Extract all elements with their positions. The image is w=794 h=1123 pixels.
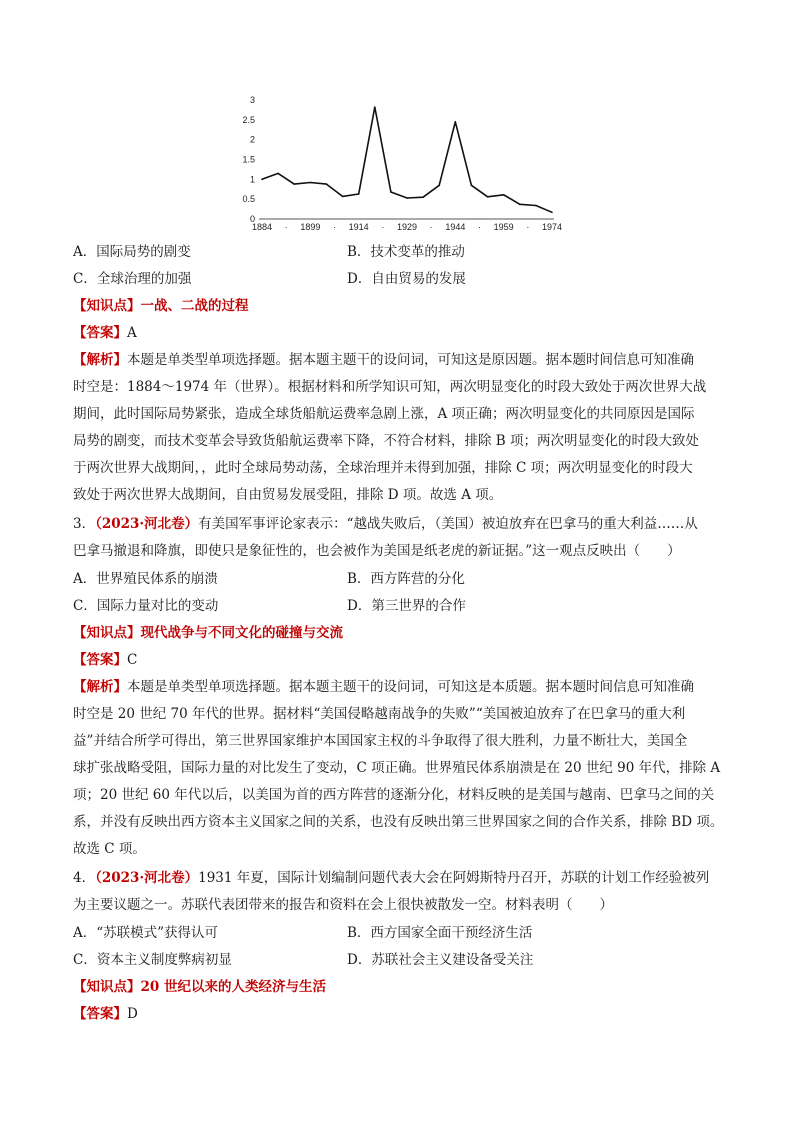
- q3-explanation-line: 时空是 20 世纪 70 年代的世界。据材料“美国侵略越南战争的失败”“美国被迫放弃了在巴拿马的重大利: [73, 706, 686, 722]
- data-point: [535, 205, 537, 207]
- knowledge-text: 现代战争与不同文化的碰撞与交流: [140, 625, 343, 641]
- q4-option-a: A．“苏联模式”获得认可: [73, 925, 219, 941]
- q2-knowledge-point: [73, 297, 723, 315]
- x-tick-label: ·: [284, 222, 288, 232]
- data-point: [551, 211, 553, 213]
- data-point: [438, 184, 440, 186]
- q2-explanation-line: 于两次世界大战期间，，此时全球局势动荡，全球治理并未得到加强，排除 C 项；两次明显变化的时段大: [73, 460, 693, 476]
- answer-label: 【答案】: [73, 1006, 127, 1022]
- q3-answer: [73, 651, 723, 669]
- data-point: [277, 173, 279, 175]
- data-point: [390, 191, 392, 193]
- x-tick-label: ·: [526, 222, 530, 232]
- x-tick-label: ·: [333, 222, 336, 232]
- q3-stem-line: 巴拿马撤退和降旗，即使只是象征性的，也会被作为美国是纸老虎的新证据。”这一观点反映出（ ）: [73, 543, 681, 559]
- x-axis: [252, 219, 562, 232]
- q2-explanation-line: [73, 351, 723, 369]
- answer-value: A: [127, 325, 137, 341]
- q3-option-a: A．世界殖民体系的崩溃: [73, 571, 218, 587]
- answer-label: 【答案】: [73, 652, 127, 668]
- q3-explanation-line: [73, 678, 723, 696]
- data-point: [471, 184, 473, 186]
- source-bracket: ）: [184, 516, 199, 532]
- y-tick-label: 2: [249, 134, 255, 145]
- explanation-text: 本题是单类型单项选择题。据本题主题干的设问词，可知这是原因题。据本题时间信息可知准确: [127, 352, 694, 368]
- y-tick-label: 0: [249, 214, 255, 224]
- data-point: [503, 194, 505, 196]
- x-tick-label: 1929: [396, 222, 418, 232]
- data-point: [374, 106, 376, 108]
- data-series: [261, 106, 553, 213]
- q4-stem-line: 为主要议题之一。苏联代表团带来的报告和资料在会上很快被散发一空。材料表明（ ）: [73, 897, 613, 913]
- q3-option-d: D．第三世界的合作: [347, 598, 466, 614]
- question-stem: 有美国军事评论家表示：“越战失败后，（美国）被迫放弃在巴拿马的重大利益……从: [198, 516, 698, 532]
- source-bracket: （: [95, 870, 102, 886]
- q2-explanation-line: 致处于两次世界大战期间，自由贸易发展受阻，排除 D 项。故选 A 项。: [73, 487, 503, 503]
- y-tick-label: 2.5: [242, 114, 255, 125]
- q2-option-a: A．国际局势的剧变: [73, 244, 191, 260]
- x-tick-label: ·: [429, 222, 433, 232]
- q4-knowledge-point: [73, 978, 723, 996]
- data-point: [293, 183, 295, 185]
- q3-explanation-line: 球扩张战略受阻，国际力量的对比发生了变动，C 项正确。世界殖民体系崩溃是在 20 世纪 90 年代，排除 A: [73, 760, 721, 776]
- y-tick-label: 0.5: [242, 194, 255, 205]
- question-source: 2023·河北卷: [101, 516, 185, 532]
- knowledge-text: 一战、二战的过程: [140, 298, 249, 314]
- question-source: 2023·河北卷: [101, 870, 185, 886]
- q3-option-b: B．西方阵营的分化: [347, 571, 465, 587]
- data-point: [519, 204, 521, 206]
- data-point: [487, 196, 489, 198]
- explanation-label: 【解析】: [73, 352, 127, 368]
- q4-option-b: B．西方国家全面干预经济生活: [347, 925, 533, 941]
- y-axis: [242, 95, 255, 224]
- q4-option-d: D．苏联社会主义建设备受关注: [347, 952, 534, 968]
- q3-stem-line: [73, 515, 723, 533]
- q3-explanation-line: 故选 C 项。: [73, 841, 146, 857]
- y-tick-label: 1.5: [242, 154, 255, 165]
- knowledge-text: 20 世纪以来的人类经济与生活: [140, 979, 326, 995]
- data-point: [455, 121, 457, 123]
- y-tick-label: 1: [249, 174, 255, 185]
- q2-explanation-line: 局势的剧变，而技术变革会导致货船航运费率下降，不符合材料，排除 B 项；两次明显变化的时段大致处: [73, 433, 700, 449]
- answer-value: D: [127, 1006, 138, 1022]
- data-point: [261, 179, 263, 181]
- question-number: 3．: [73, 516, 96, 532]
- q2-option-b: B．技术变革的推动: [347, 244, 465, 260]
- x-tick-label: ·: [381, 222, 385, 232]
- x-tick-label: 1944: [445, 222, 466, 232]
- x-tick-label: 1959: [493, 222, 514, 232]
- data-point: [310, 182, 312, 184]
- q3-knowledge-point: [73, 624, 723, 642]
- y-tick-label: 3: [249, 95, 255, 105]
- data-point: [358, 193, 360, 195]
- q3-option-c: C．国际力量对比的变动: [73, 598, 219, 614]
- q4-stem-line: [73, 869, 723, 887]
- q4-answer: [73, 1005, 723, 1023]
- question-stem: 1931 年夏，国际计划编制问题代表大会在阿姆斯特丹召开，苏联的计划工作经验被列: [198, 870, 710, 886]
- knowledge-label: 【知识点】: [73, 298, 141, 314]
- q3-explanation-line: 系，并没有反映出西方资本主义国家之间的关系，也没有反映出第三世界国家之间的合作关系，排除 BD 项。: [73, 814, 724, 830]
- source-bracket: ）: [184, 870, 199, 886]
- x-tick-label: 1884: [251, 222, 273, 232]
- q2-option-d: D．自由贸易的发展: [347, 271, 466, 287]
- series-line: [262, 107, 552, 212]
- line-chart: [242, 90, 563, 235]
- q3-explanation-line: 益”并结合所学可得出，第三世界国家维护本国国家主权的斗争取得了很大胜利，力量不断壮大，美国全: [73, 733, 688, 749]
- answer-value: C: [127, 652, 138, 668]
- x-tick-label: ·: [478, 222, 481, 232]
- q2-explanation-line: 时空是：1884～1974 年（世界）。根据材料和所学知识可知，两次明显变化的时段大致处于两次世界大战: [73, 379, 707, 395]
- q2-option-c: C．全球治理的加强: [73, 271, 192, 287]
- data-point: [422, 196, 424, 198]
- q2-explanation-line: 期间，此时国际局势紧张，造成全球货船航运费率急剧上涨，A 项正确；两次明显变化的共同原因是国际: [73, 406, 695, 422]
- q3-explanation-line: 项；20 世纪 60 年代以后，以美国为首的西方阵营的逐渐分化，材料反映的是美国与越南、巴拿马之间的关: [73, 787, 715, 803]
- q2-answer: [73, 324, 723, 342]
- q4-option-c: C．资本主义制度弊病初显: [73, 952, 232, 968]
- x-tick-label: 1974: [541, 222, 563, 232]
- x-tick-label: 1914: [348, 222, 369, 232]
- data-point: [406, 197, 408, 199]
- source-bracket: （: [95, 516, 102, 532]
- knowledge-label: 【知识点】: [73, 625, 141, 641]
- knowledge-label: 【知识点】: [73, 979, 141, 995]
- explanation-label: 【解析】: [73, 679, 127, 695]
- x-tick-label: 1899: [300, 222, 321, 232]
- data-point: [326, 183, 328, 185]
- data-point: [342, 196, 344, 198]
- question-number: 4．: [73, 870, 96, 886]
- answer-label: 【答案】: [73, 325, 127, 341]
- explanation-text: 本题是单类型单项选择题。据本题主题干的设问词，可知这是本质题。据本题时间信息可知准确: [127, 679, 694, 695]
